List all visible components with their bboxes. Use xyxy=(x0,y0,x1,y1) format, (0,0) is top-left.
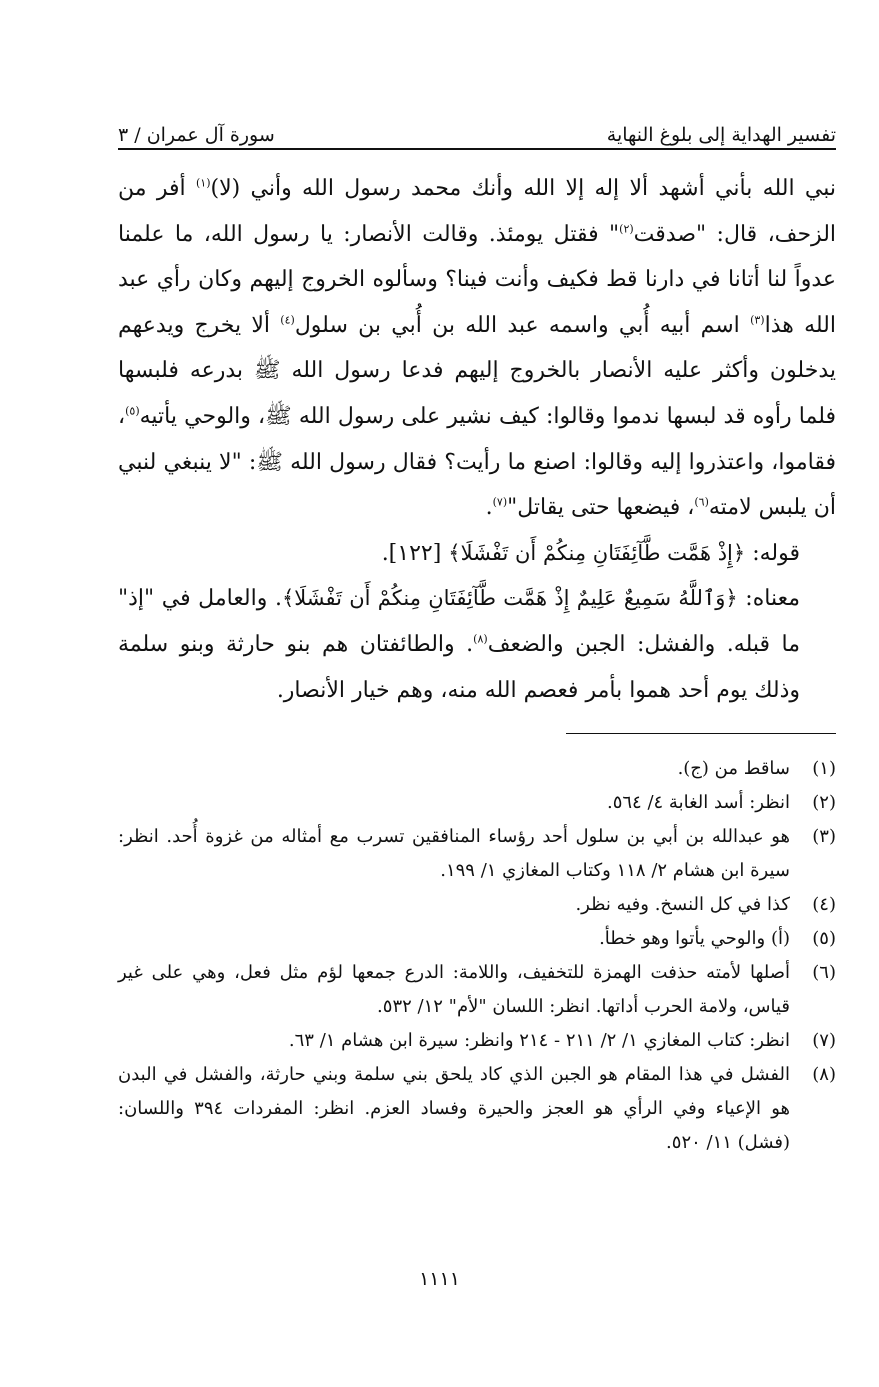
main-text xyxy=(118,166,836,713)
page-number: ١١١١ xyxy=(419,1268,460,1290)
footnote xyxy=(118,752,836,786)
footnote xyxy=(118,786,836,820)
footnote-number: (٧) xyxy=(812,1030,836,1051)
footnote-text: (أ) والوحي يأتوا وهو خطأ. xyxy=(599,928,790,949)
footnote-ref: (٥) xyxy=(125,404,140,418)
text-run: [١٢٢]. xyxy=(381,540,449,566)
footnote-ref: (٢) xyxy=(619,222,634,236)
footnote-ref: (٣) xyxy=(750,313,765,327)
footnote-number: (٤) xyxy=(812,894,836,915)
text-run: معناه: xyxy=(737,586,800,612)
quran-verse: ﴿وَٱللَّهُ سَمِيعٌ عَلِيمٌ إِذْ هَمَّت طَّآئِفَتَانِ مِنكُمْ أَن تَفْشَلَا﴾ xyxy=(281,586,738,611)
text-run: ، فقاموا، واعتذروا إليه وقالوا: اصنع ما رأيت؟ فقال رسول الله ﷺ: "لا ينبغي لنبي أن يلبس لامته xyxy=(118,403,836,521)
footnote-separator xyxy=(566,733,836,734)
text-run: ألا يخرج ويدعهم يدخلون وأكثر عليه الأنصار بالخروج إليهم فدعا رسول الله ﷺ بدرعه فلبسها فلما رأوه قد لبسها ندموا وقالوا: كيف نشير على رسول الله ﷺ، والوحي يأتيه xyxy=(118,312,836,429)
text-run: " فقتل يومئذ. وقالت الأنصار: يا رسول الله، ما علمنا عدواً لنا أتانا في دارنا قط فكيف وأنت فينا؟ وسألوه الخروج إليهم وكان رأي عبد الله هذا xyxy=(118,221,836,338)
footnote xyxy=(118,1024,836,1058)
footnote-text: الفشل في هذا المقام هو الجبن الذي كاد يلحق بني سلمة وبني حارثة، والفشل في البدن هو الإعياء وفي الرأي هو العجز والحيرة وفساد العزم. انظر: المفردات ٣٩٤ واللسان: (فشل) ١١/ ٥٢٠. xyxy=(118,1064,790,1153)
footnote xyxy=(118,922,836,956)
footnote xyxy=(118,1058,836,1160)
text-run: ، فيضعها حتى يقاتل" xyxy=(507,495,695,521)
footnote-number: (٥) xyxy=(812,928,836,949)
footnote-ref: (٨) xyxy=(473,632,488,646)
footnote-ref: (٤) xyxy=(280,313,295,327)
footnote-number: (٦) xyxy=(812,962,836,983)
footnote-ref: (١) xyxy=(195,176,211,190)
text-run: قوله: xyxy=(745,540,800,566)
text-run: . والطائفتان هم بنو حارثة وبنو سلمة وذلك يوم أحد هموا بأمر فعصم الله منه، وهم خيار الأنصار. xyxy=(118,631,800,703)
footnote-ref: (٧) xyxy=(492,495,508,509)
footnote-number: (٣) xyxy=(812,826,836,847)
text-run: . والعامل في "إذ" ما قبله. والفشل: الجبن والضعف xyxy=(118,586,800,657)
running-head xyxy=(118,112,836,146)
text-run: اسم أبيه أُبي واسمه عبد الله بن أُبي بن سلول xyxy=(294,312,751,338)
header-rule xyxy=(118,148,836,150)
paragraph-3 xyxy=(118,576,836,713)
footnotes xyxy=(118,752,836,1160)
quran-verse: ﴿إِذْ هَمَّت طَّآئِفَتَانِ مِنكُمْ أَن تَفْشَلَا﴾ xyxy=(448,540,746,565)
footnote-number: (٨) xyxy=(812,1064,836,1085)
footnote-text: ساقط من (ج). xyxy=(677,758,790,779)
surah-part: سورة آل عمران / ٣ xyxy=(118,124,275,146)
text-run: . xyxy=(485,495,493,521)
footnote xyxy=(118,820,836,888)
footnote-text: انظر: أسد الغابة ٤/ ٥٦٤. xyxy=(606,792,790,813)
footnote-text: انظر: كتاب المغازي ١/ ٢/ ٢١١ - ٢١٤ وانظر: سيرة ابن هشام ١/ ٦٣. xyxy=(288,1030,790,1051)
footnote xyxy=(118,888,836,922)
paragraph-2 xyxy=(118,531,836,577)
paragraph-1 xyxy=(118,166,836,531)
footnote-number: (٢) xyxy=(812,792,836,813)
footnote-ref: (٦) xyxy=(694,495,709,509)
text-run: نبي الله بأني أشهد ألا إله إلا الله وأنك محمد رسول الله وأني (لا) xyxy=(210,176,836,201)
footnote-text: أصلها لأمته حذفت الهمزة للتخفيف، واللامة: الدرع جمعها لؤم مثل فعل، وهي على غير قياس، ولامة الحرب أداتها. انظر: اللسان "لأم" ١٢/ ٥٣٢. xyxy=(118,962,790,1017)
footnote-text: هو عبدالله بن أبي بن سلول أحد رؤساء المنافقين تسرب مع أمثاله من غزوة أُحد. انظر: سيرة ابن هشام ٢/ ١١٨ وكتاب المغازي ١/ ١٩٩. xyxy=(118,826,790,881)
footnote-number: (١) xyxy=(812,758,836,779)
text-run: أفر من الزحف، قال: "صدقت xyxy=(118,176,837,247)
book-title: تفسير الهداية إلى بلوغ النهاية xyxy=(606,124,836,146)
footnote xyxy=(118,956,836,1024)
footnote-text: كذا في كل النسخ. وفيه نظر. xyxy=(575,894,790,915)
